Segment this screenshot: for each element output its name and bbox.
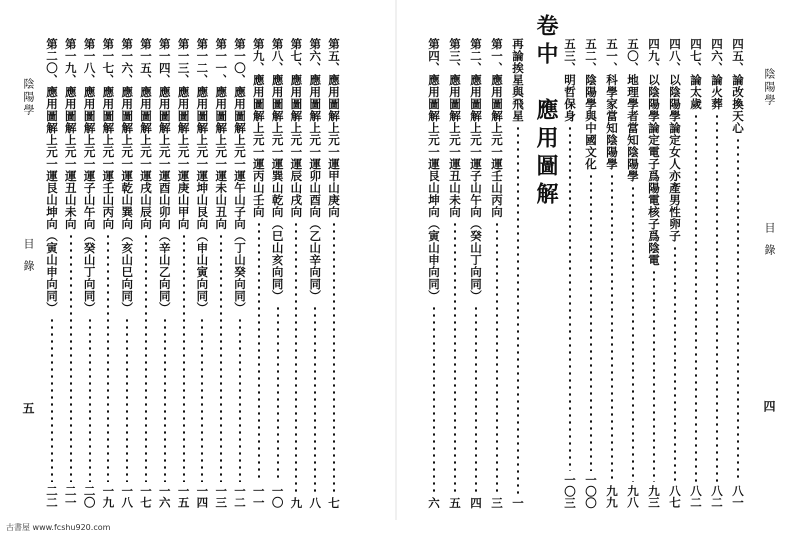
toc-entry-text: 第一二、應用圖解上元一運坤山艮向（申山寅向同） [195, 38, 210, 314]
dot-leader [737, 137, 739, 482]
toc-entry[interactable] [708, 38, 726, 508]
toc-entry-page: 二一 [63, 485, 78, 508]
toc-entry-text: 四七、論太歲 [689, 38, 703, 110]
toc-entry-text: 第一八、應用圖解上元一運子山午向（癸山丁向同） [82, 38, 97, 314]
toc-entry-text: 四六、論火葬 [710, 38, 724, 110]
toc-entry-page: 一〇〇 [584, 473, 598, 508]
dot-leader [333, 221, 335, 494]
toc-entry-page: 九三 [647, 485, 661, 508]
toc-entry-page: 一〇三 [563, 473, 577, 508]
dot-leader [164, 317, 166, 482]
toc-entry-page: 一六 [157, 485, 172, 508]
toc-entry[interactable] [561, 38, 579, 508]
toc-entry-page: 五 [448, 496, 462, 508]
toc-entry-text: 第二、應用圖解上元一運子山午向（癸山丁向同） [469, 38, 483, 302]
toc-entry[interactable] [99, 38, 117, 508]
toc-entry[interactable] [43, 38, 61, 508]
toc-entry[interactable] [425, 38, 443, 508]
toc-entry-page: 八七 [668, 485, 682, 508]
toc-entry-page: 八二 [710, 485, 724, 508]
toc-entry-text: 第四、應用圖解上元一運艮山坤向（寅山申向同） [427, 38, 441, 302]
dot-leader [126, 317, 128, 482]
dot-leader [220, 233, 222, 482]
toc-entry[interactable] [325, 38, 343, 508]
toc-entry-page: 九 [289, 496, 304, 508]
dot-leader [433, 305, 435, 494]
toc-entry-page: 九九 [605, 485, 619, 508]
toc-entry-page: 七 [327, 496, 341, 508]
toc-entry[interactable] [488, 38, 506, 508]
dot-leader [51, 317, 53, 482]
toc-entry-text: 第一七、應用圖解上元一運壬山丙向 [101, 38, 116, 230]
toc-entry-page: 一三 [214, 485, 229, 508]
toc-entry-text: 第六、應用圖解上元一運卯山酉向（乙山辛向同） [308, 38, 323, 302]
toc-entry-page: 一四 [195, 485, 210, 508]
dot-leader [145, 233, 147, 482]
toc-entry[interactable] [729, 38, 747, 508]
toc-entry-text: 五一、科學家當知陰陽學 [605, 38, 619, 170]
toc-entry-page: 一九 [101, 485, 116, 508]
toc-entry[interactable] [62, 38, 80, 508]
toc-entry-page: 一五 [176, 485, 191, 508]
toc-entry[interactable] [603, 38, 621, 508]
toc-entry-page: 一〇 [270, 485, 285, 508]
toc-entry-page: 一七 [139, 485, 153, 508]
toc-entry-text: 第一、應用圖解上元一運壬山丙向 [490, 38, 504, 218]
dot-leader [496, 221, 498, 494]
toc-entry-text: 第七、應用圖解上元一運辰山戌向 [289, 38, 304, 218]
toc-entry-text: 第一五、應用圖解上元一運戌山辰向 [139, 38, 153, 230]
running-title-right: 陰陽學 [763, 68, 776, 107]
dot-leader [590, 173, 592, 471]
dot-leader [239, 317, 241, 482]
dot-leader [569, 125, 571, 471]
toc-entry-text: 第二〇、應用圖解上元一運艮山坤向（寅山申向同） [45, 38, 59, 314]
toc-entry-page: 一一 [251, 485, 266, 508]
toc-entry-text: 第一九、應用圖解上元一運丑山未向 [63, 38, 78, 230]
dot-leader [517, 125, 519, 494]
folio-right: 四 [762, 400, 776, 412]
toc-entry[interactable] [118, 38, 136, 508]
dot-leader [314, 305, 316, 494]
toc-entry[interactable] [509, 38, 527, 508]
toc-entry-text: 第八、應用圖解上元一運巽山乾向（巳山亥向同） [270, 38, 285, 302]
running-title-left: 陰陽學 [22, 78, 35, 117]
toc-entry[interactable] [137, 38, 155, 508]
footer-watermark: 古書屋 www.fcshu920.com [6, 523, 111, 532]
toc-entry-text: 再論挨星與飛星 [511, 38, 525, 122]
toc-entry[interactable] [269, 38, 287, 508]
dot-leader [695, 113, 697, 482]
toc-entry[interactable] [582, 38, 600, 508]
toc-entry-page: 四 [469, 496, 483, 508]
chapter-title: 卷中 應用圖解 [533, 14, 559, 210]
dot-leader [89, 317, 91, 482]
toc-entry[interactable] [624, 38, 642, 508]
folio-left: 五 [21, 402, 35, 414]
toc-entry[interactable] [306, 38, 324, 508]
dot-leader [632, 185, 634, 482]
dot-leader [716, 113, 718, 482]
toc-entry-text: 五〇、地理學者當知陰陽學 [626, 38, 640, 182]
dot-leader [277, 305, 279, 482]
toc-entry-page: 二二 [45, 485, 59, 508]
toc-entry-text: 五三、明哲保身 [563, 38, 577, 122]
left-page [0, 0, 396, 520]
toc-entry-text: 四五、論改換天心 [731, 38, 745, 134]
dot-leader [653, 269, 655, 482]
toc-entry[interactable] [231, 38, 249, 508]
toc-entry[interactable] [175, 38, 193, 508]
toc-entry-page: 三 [490, 496, 504, 508]
running-section-right: 目 錄 [763, 222, 776, 255]
toc-entry[interactable] [193, 38, 211, 508]
toc-entry-page: 八二 [689, 485, 703, 508]
toc-entry-page: 六 [427, 496, 441, 508]
toc-entry-text: 第一〇、應用圖解上元一運午山子向（丁山癸向同） [233, 38, 247, 314]
dot-leader [258, 221, 260, 482]
toc-entry[interactable] [212, 38, 230, 508]
dot-leader [107, 233, 109, 482]
toc-entry-text: 第一四、應用圖解上元一運酉山卯向（辛山乙向同） [157, 38, 172, 314]
dot-leader [201, 317, 203, 482]
toc-entry-text: 第三、應用圖解上元一運丑山未向 [448, 38, 462, 218]
toc-entry-page: 八 [308, 496, 323, 508]
toc-entry-text: 四八、以陰陽學論定女人亦產男性卵子 [668, 38, 682, 242]
toc-entry-page: 九八 [626, 485, 640, 508]
dot-leader [611, 173, 613, 482]
dot-leader [295, 221, 297, 494]
toc-entry-page: 一八 [120, 485, 135, 508]
toc-entry-page: 一 [511, 496, 525, 508]
toc-entry-text: 第一一、應用圖解上元一運未山丑向 [214, 38, 229, 230]
dot-leader [475, 305, 477, 494]
toc-entry-text: 四九、以陰陽學論定電子爲陽電核子爲陰電 [647, 38, 661, 266]
toc-entry-text: 五二、陰陽學與中國文化 [584, 38, 598, 170]
toc-entry[interactable] [467, 38, 485, 508]
dot-leader [70, 233, 72, 482]
toc-entry[interactable] [287, 38, 305, 508]
toc-entry[interactable] [250, 38, 268, 508]
toc-entry-text: 第五、應用圖解上元一運甲山庚向 [327, 38, 341, 218]
toc-entry[interactable] [687, 38, 705, 508]
dot-leader [674, 245, 676, 482]
toc-entry-page: 一二 [233, 485, 247, 508]
toc-entry[interactable] [666, 38, 684, 508]
toc-entry-page: 二〇 [82, 485, 97, 508]
toc-entry[interactable] [446, 38, 464, 508]
toc-entry-page: 八一 [731, 485, 745, 508]
running-section-left: 目 錄 [22, 238, 35, 271]
toc-entry-text: 第一三、應用圖解上元一運庚山甲向 [176, 38, 191, 230]
toc-entry-text: 第一六、應用圖解上元一運乾山巽向（亥山巳向同） [120, 38, 135, 314]
dot-leader [454, 221, 456, 494]
toc-entry-text: 第九、應用圖解上元一運丙山壬向 [251, 38, 266, 218]
dot-leader [183, 233, 185, 482]
toc-entry[interactable] [81, 38, 99, 508]
right-page [397, 0, 793, 520]
toc-entry[interactable] [645, 38, 663, 508]
toc-entry[interactable] [156, 38, 174, 508]
